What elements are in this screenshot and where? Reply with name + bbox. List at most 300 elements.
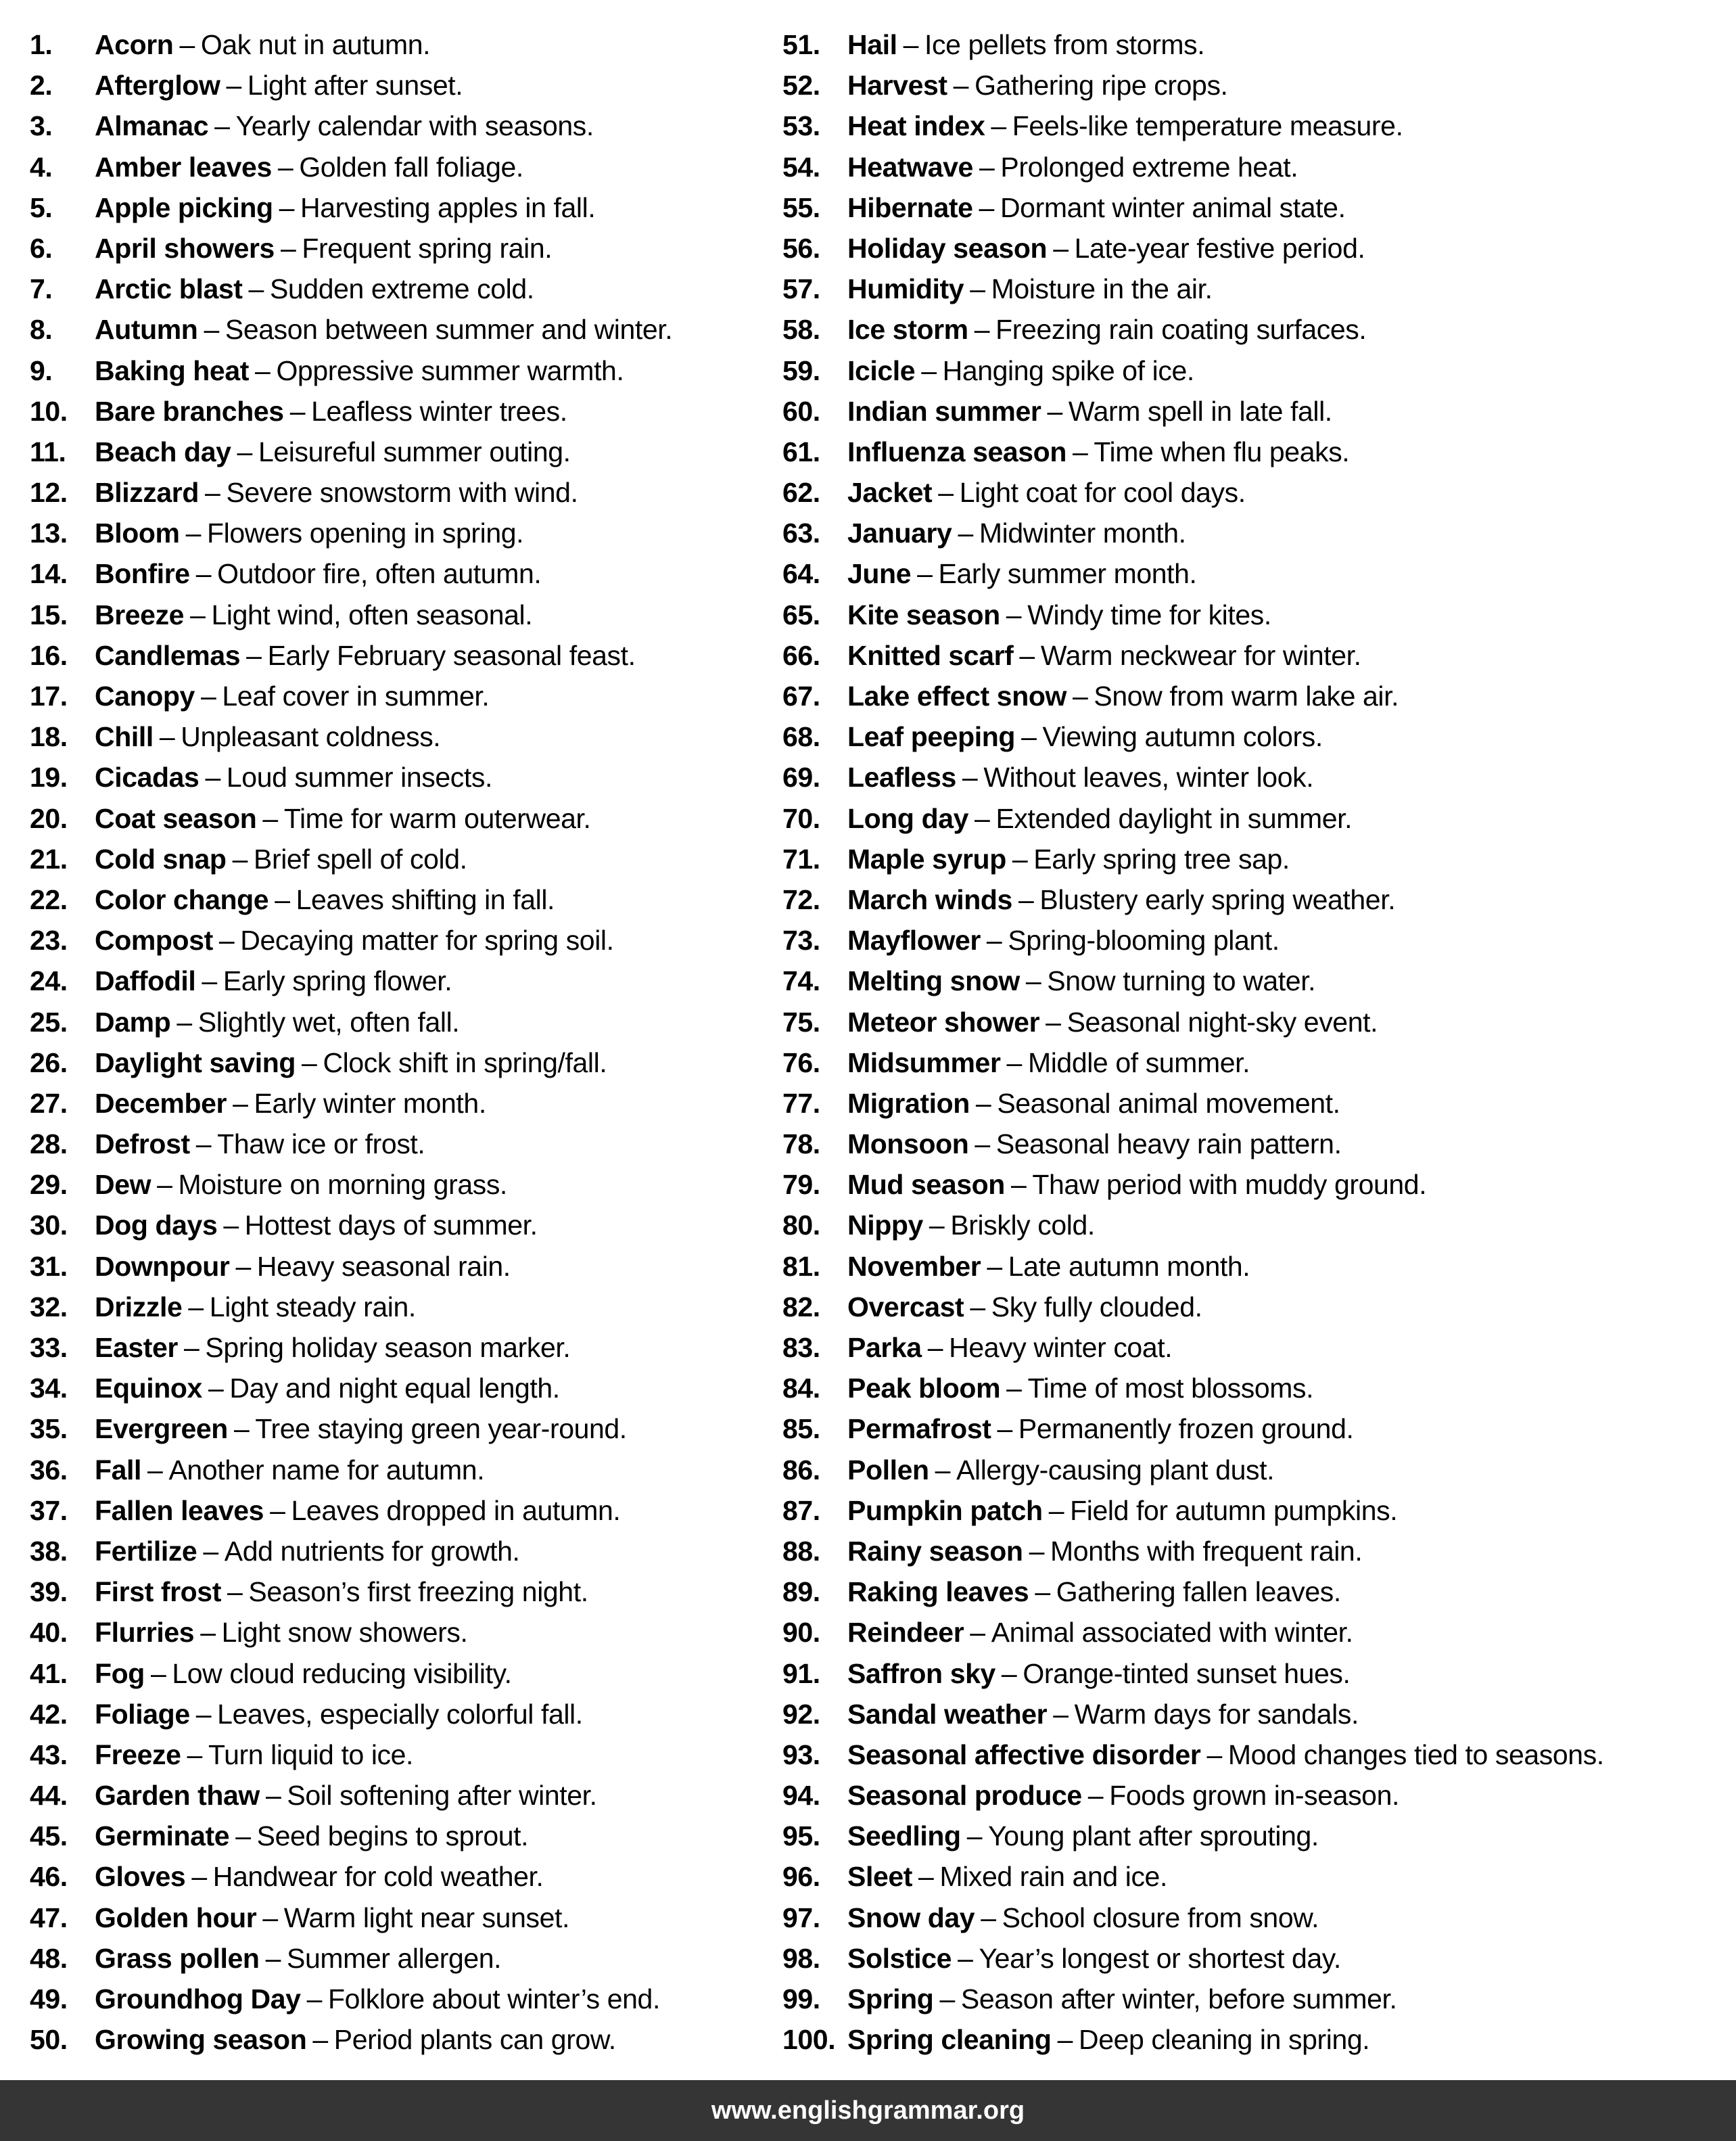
item-separator: – [918, 1861, 934, 1893]
item-number: 78. [782, 1128, 820, 1160]
item-term: Leafless [847, 762, 956, 793]
list-item [30, 757, 760, 798]
item-separator: – [202, 965, 217, 997]
item-definition: Gathering fallen leaves. [1056, 1576, 1341, 1608]
item-definition: Seasonal night-sky event. [1066, 1006, 1378, 1038]
item-number: 22. [30, 883, 68, 915]
item-term: Breeze [95, 599, 185, 630]
item-definition: Blustery early spring weather. [1039, 883, 1396, 915]
item-number: 43. [30, 1739, 68, 1770]
item-term: Cold snap [95, 843, 227, 875]
item-definition: Spring-blooming plant. [1008, 925, 1280, 957]
item-term: January [847, 517, 952, 549]
list-item [30, 1490, 760, 1531]
item-number: 7. [30, 273, 53, 305]
item-separator: – [312, 2024, 328, 2056]
item-number: 58. [782, 314, 820, 346]
item-separator: – [970, 1617, 985, 1649]
list-item [30, 65, 760, 106]
item-number: 15. [30, 599, 68, 630]
item-term: Long day [847, 802, 969, 834]
list-item [30, 1408, 760, 1449]
item-term: Candlemas [95, 639, 241, 671]
item-term: Reindeer [847, 1617, 964, 1649]
item-term: Equinox [95, 1373, 202, 1404]
list-item [782, 1816, 1729, 1856]
item-number: 56. [782, 232, 820, 264]
item-definition: Season after winter, before summer. [960, 1983, 1397, 2015]
item-separator: – [927, 1332, 943, 1363]
item-separator: – [986, 925, 1002, 957]
item-number: 59. [782, 354, 820, 386]
item-number: 86. [782, 1454, 820, 1486]
item-separator: – [939, 1983, 955, 2015]
list-item [30, 879, 760, 920]
item-separator: – [953, 70, 969, 101]
item-definition: Harvesting apples in fall. [300, 191, 596, 223]
item-number: 47. [30, 1902, 68, 1933]
item-term: Migration [847, 1087, 970, 1119]
item-separator: – [1018, 883, 1034, 915]
list-item [30, 1856, 760, 1897]
item-number: 39. [30, 1576, 68, 1608]
item-term: Daffodil [95, 965, 196, 997]
list-item [782, 1287, 1729, 1327]
item-definition: Handwear for cold weather. [212, 1861, 544, 1893]
item-number: 4. [30, 151, 53, 183]
item-separator: – [200, 1617, 216, 1649]
item-definition: Warm days for sandals. [1074, 1698, 1359, 1730]
item-term: Heatwave [847, 151, 973, 183]
item-definition: Heavy seasonal rain. [256, 1250, 511, 1282]
item-term: Indian summer [847, 395, 1041, 427]
item-separator: – [277, 151, 294, 183]
item-separator: – [1019, 639, 1035, 671]
list-item [30, 187, 760, 228]
item-term: Pollen [847, 1454, 929, 1486]
item-term: Golden hour [95, 1902, 257, 1933]
item-separator: – [975, 802, 990, 834]
item-number: 63. [782, 517, 820, 549]
item-definition: Time of most blossoms. [1027, 1373, 1314, 1404]
item-definition: Early February seasonal feast. [267, 639, 636, 671]
item-number: 76. [782, 1046, 820, 1078]
item-definition: Spring holiday season marker. [205, 1332, 571, 1363]
item-number: 5. [30, 191, 53, 223]
list-item [30, 1042, 760, 1083]
item-term: Humidity [847, 273, 964, 305]
item-number: 98. [782, 1942, 820, 1974]
item-definition: Ice pellets from storms. [924, 29, 1205, 60]
item-term: Lake effect snow [847, 681, 1066, 712]
item-separator: – [1087, 1780, 1104, 1812]
item-separator: – [195, 558, 212, 590]
item-definition: Early winter month. [254, 1087, 486, 1119]
list-item [782, 391, 1729, 432]
list-item [782, 1897, 1729, 1938]
item-definition: Seed begins to sprout. [256, 1820, 529, 1852]
item-number: 96. [782, 1861, 820, 1893]
list-item [782, 1164, 1729, 1205]
item-separator: – [191, 1861, 207, 1893]
list-item [782, 961, 1729, 1001]
item-number: 71. [782, 843, 820, 875]
item-separator: – [1047, 395, 1062, 427]
item-number: 31. [30, 1250, 68, 1282]
item-term: Nippy [847, 1210, 923, 1241]
list-item [782, 1124, 1729, 1164]
item-term: Easter [95, 1332, 178, 1363]
item-definition: Time for warm outerwear. [283, 802, 591, 834]
item-separator: – [975, 1087, 991, 1119]
item-definition: Leisureful summer outing. [258, 436, 571, 467]
item-definition: Late-year festive period. [1074, 232, 1365, 264]
item-definition: Season between summer and winter. [225, 314, 673, 346]
item-number: 79. [782, 1169, 820, 1201]
item-number: 81. [782, 1250, 820, 1282]
item-number: 41. [30, 1657, 68, 1689]
item-number: 92. [782, 1698, 820, 1730]
item-definition: Late autumn month. [1008, 1250, 1250, 1282]
item-separator: – [921, 354, 937, 386]
item-separator: – [975, 1128, 990, 1160]
list-item [30, 1246, 760, 1287]
item-number: 25. [30, 1006, 68, 1038]
list-item [30, 1816, 760, 1856]
item-separator: – [185, 517, 201, 549]
item-term: Defrost [95, 1128, 190, 1160]
list-item [782, 1327, 1729, 1368]
item-number: 87. [782, 1494, 820, 1526]
item-term: Solstice [847, 1942, 952, 1974]
item-term: Germinate [95, 1820, 230, 1852]
list-item [30, 961, 760, 1001]
left-column [30, 24, 760, 2060]
list-item [782, 1083, 1729, 1124]
list-item [782, 1368, 1729, 1408]
item-definition: Field for autumn pumpkins. [1070, 1494, 1398, 1526]
item-term: Jacket [847, 477, 933, 509]
list-item [782, 676, 1729, 716]
item-separator: – [1048, 1494, 1064, 1526]
item-definition: Extended daylight in summer. [995, 802, 1353, 834]
item-definition: Permanently frozen ground. [1018, 1413, 1354, 1445]
list-item [30, 350, 760, 391]
list-item [782, 553, 1729, 594]
item-definition: Seasonal heavy rain pattern. [995, 1128, 1342, 1160]
item-definition: Period plants can grow. [333, 2024, 616, 2056]
item-separator: – [188, 1291, 204, 1322]
item-separator: – [974, 314, 990, 346]
item-term: Growing season [95, 2024, 307, 2056]
item-separator: – [970, 1291, 985, 1322]
item-number: 82. [782, 1291, 820, 1322]
list-item [30, 391, 760, 432]
item-term: Afterglow [95, 70, 220, 101]
item-separator: – [179, 29, 195, 60]
item-separator: – [203, 1535, 218, 1567]
list-item [782, 1856, 1729, 1897]
item-number: 54. [782, 151, 820, 183]
item-definition: Outdoor fire, often autumn. [217, 558, 542, 590]
list-item [782, 269, 1729, 309]
item-definition: Loud summer insects. [226, 762, 492, 793]
item-number: 77. [782, 1087, 820, 1119]
list-item [30, 1979, 760, 2019]
item-separator: – [289, 395, 306, 427]
item-term: December [95, 1087, 227, 1119]
item-term: Color change [95, 883, 269, 915]
item-separator: – [1025, 965, 1041, 997]
item-separator: – [200, 681, 216, 712]
item-term: Drizzle [95, 1291, 183, 1322]
list-item [782, 716, 1729, 757]
item-number: 55. [782, 191, 820, 223]
item-term: Daylight saving [95, 1046, 296, 1078]
item-separator: – [302, 1046, 317, 1078]
list-item [30, 1612, 760, 1653]
item-definition: Gathering ripe crops. [975, 70, 1228, 101]
item-term: Fallen leaves [95, 1494, 264, 1526]
item-definition: Viewing autumn colors. [1042, 721, 1323, 753]
item-separator: – [1010, 1169, 1027, 1201]
item-term: Harvest [847, 70, 947, 101]
item-definition: Yearly calendar with seasons. [235, 110, 594, 142]
item-term: Heat index [847, 110, 985, 142]
list-item [30, 1531, 760, 1571]
item-definition: Dormant winter animal state. [1000, 191, 1346, 223]
item-separator: – [183, 1332, 200, 1363]
item-definition: Warm spell in late fall. [1068, 395, 1332, 427]
item-definition: Season’s first freezing night. [248, 1576, 588, 1608]
item-definition: Flowers opening in spring. [206, 517, 524, 549]
list-item [30, 2019, 760, 2060]
item-number: 93. [782, 1739, 820, 1770]
item-separator: – [938, 477, 954, 509]
item-separator: – [1057, 2024, 1073, 2056]
item-number: 2. [30, 70, 53, 101]
item-separator: – [248, 273, 264, 305]
item-term: Pumpkin patch [847, 1494, 1043, 1526]
item-number: 85. [782, 1413, 820, 1445]
item-term: Bare branches [95, 395, 284, 427]
item-separator: – [226, 70, 241, 101]
item-separator: – [147, 1454, 163, 1486]
item-term: Hail [847, 29, 897, 60]
item-separator: – [917, 558, 933, 590]
item-definition: Low cloud reducing visibility. [172, 1657, 512, 1689]
item-number: 66. [782, 639, 820, 671]
item-definition: Mixed rain and ice. [939, 1861, 1167, 1893]
item-term: First frost [95, 1576, 221, 1608]
item-definition: Leaf cover in summer. [222, 681, 490, 712]
item-definition: Midwinter month. [979, 517, 1186, 549]
item-definition: Warm neckwear for winter. [1040, 639, 1361, 671]
item-separator: – [1006, 1046, 1022, 1078]
item-term: Midsummer [847, 1046, 1001, 1078]
item-term: Bonfire [95, 558, 190, 590]
item-number: 99. [782, 1983, 820, 2015]
list-item [782, 65, 1729, 106]
item-term: Kite season [847, 599, 1000, 630]
list-item [782, 839, 1729, 879]
item-definition: Time when flu peaks. [1094, 436, 1350, 467]
item-number: 28. [30, 1128, 68, 1160]
item-number: 16. [30, 639, 68, 671]
list-item [30, 1653, 760, 1694]
list-item [30, 553, 760, 594]
item-definition: Sky fully clouded. [991, 1291, 1202, 1322]
item-definition: Leaves dropped in autumn. [291, 1494, 621, 1526]
item-separator: – [1012, 843, 1028, 875]
item-separator: – [1029, 1535, 1044, 1567]
item-definition: Leaves, especially colorful fall. [217, 1698, 583, 1730]
item-term: Seasonal produce [847, 1780, 1082, 1812]
item-term: Sleet [847, 1861, 912, 1893]
item-definition: Severe snowstorm with wind. [226, 477, 578, 509]
item-definition: Seasonal animal movement. [997, 1087, 1340, 1119]
list-item [782, 106, 1729, 146]
item-number: 48. [30, 1942, 68, 1974]
item-definition: Tree staying green year-round. [255, 1413, 627, 1445]
item-term: Raking leaves [847, 1576, 1029, 1608]
item-definition: Slightly wet, often fall. [197, 1006, 460, 1038]
item-separator: – [235, 1250, 251, 1282]
item-definition: Heavy winter coat. [949, 1332, 1173, 1363]
list-item [782, 1734, 1729, 1775]
item-separator: – [1021, 721, 1037, 753]
item-separator: – [958, 517, 973, 549]
item-separator: – [1035, 1576, 1050, 1608]
item-number: 10. [30, 395, 68, 427]
list-item [30, 309, 760, 350]
item-separator: – [1006, 1373, 1022, 1404]
item-term: Beach day [95, 436, 231, 467]
item-separator: – [1072, 436, 1088, 467]
item-term: Damp [95, 1006, 171, 1038]
item-separator: – [1053, 1698, 1069, 1730]
item-number: 33. [30, 1332, 68, 1363]
item-definition: Animal associated with winter. [991, 1617, 1353, 1649]
item-number: 19. [30, 762, 68, 793]
item-number: 94. [782, 1780, 820, 1812]
item-definition: Add nutrients for growth. [224, 1535, 520, 1567]
item-number: 53. [782, 110, 820, 142]
item-definition: Early spring flower. [222, 965, 452, 997]
item-definition: Decaying matter for spring soil. [240, 925, 614, 957]
item-term: Monsoon [847, 1128, 969, 1160]
footer-url[interactable]: www.englishgrammar.org [711, 2096, 1025, 2125]
item-term: Groundhog Day [95, 1983, 301, 2015]
item-number: 38. [30, 1535, 68, 1567]
item-term: Fertilize [95, 1535, 197, 1567]
list-item [30, 472, 760, 513]
item-number: 60. [782, 395, 820, 427]
list-item [782, 920, 1729, 961]
item-number: 27. [30, 1087, 68, 1119]
list-item [30, 1287, 760, 1327]
item-separator: – [1046, 1006, 1061, 1038]
item-separator: – [1053, 232, 1069, 264]
item-separator: – [262, 1902, 278, 1933]
item-definition: Months with frequent rain. [1050, 1535, 1363, 1567]
item-separator: – [265, 1942, 281, 1974]
list-item [30, 24, 760, 65]
item-definition: Briskly cold. [950, 1210, 1095, 1241]
item-term: Rainy season [847, 1535, 1023, 1567]
item-definition: Leafless winter trees. [311, 395, 567, 427]
item-separator: – [150, 1657, 166, 1689]
item-separator: – [232, 843, 248, 875]
item-number: 97. [782, 1902, 820, 1933]
list-item [782, 350, 1729, 391]
item-number: 62. [782, 477, 820, 509]
item-definition: Light after sunset. [247, 70, 463, 101]
item-number: 67. [782, 681, 820, 712]
item-term: Hibernate [847, 191, 973, 223]
item-separator: – [265, 1780, 281, 1812]
item-definition: Year’s longest or shortest day. [979, 1942, 1341, 1974]
item-term: Icicle [847, 354, 916, 386]
list-item [30, 147, 760, 187]
item-term: Mayflower [847, 925, 981, 957]
item-separator: – [157, 1169, 172, 1201]
item-term: Seasonal affective disorder [847, 1739, 1201, 1770]
list-item [782, 228, 1729, 269]
item-definition: Light steady rain. [209, 1291, 416, 1322]
item-separator: – [227, 1576, 243, 1608]
list-item [30, 1734, 760, 1775]
item-number: 73. [782, 925, 820, 957]
item-term: April showers [95, 232, 275, 264]
item-number: 52. [782, 70, 820, 101]
item-term: November [847, 1250, 981, 1282]
item-number: 100. [782, 2024, 836, 2056]
list-item [30, 1083, 760, 1124]
list-item [782, 1612, 1729, 1653]
item-term: Garden thaw [95, 1780, 260, 1812]
item-term: June [847, 558, 912, 590]
item-number: 80. [782, 1210, 820, 1241]
item-separator: – [979, 151, 995, 183]
item-separator: – [159, 721, 175, 753]
item-term: Coat season [95, 802, 257, 834]
item-number: 65. [782, 599, 820, 630]
item-separator: – [237, 436, 252, 467]
list-item [30, 1124, 760, 1164]
list-item [782, 1408, 1729, 1449]
list-item [782, 1002, 1729, 1042]
item-term: Seedling [847, 1820, 961, 1852]
item-term: Bloom [95, 517, 180, 549]
item-definition: Thaw ice or frost. [217, 1128, 425, 1160]
list-item [30, 1327, 760, 1368]
item-definition: Orange-tinted sunset hues. [1023, 1657, 1351, 1689]
item-definition: Early spring tree sap. [1033, 843, 1290, 875]
item-term: Acorn [95, 29, 174, 60]
item-definition: Thaw period with muddy ground. [1032, 1169, 1427, 1201]
item-separator: – [255, 354, 271, 386]
item-definition: Hanging spike of ice. [942, 354, 1194, 386]
item-term: Mud season [847, 1169, 1005, 1201]
list-item [782, 309, 1729, 350]
item-term: Dew [95, 1169, 151, 1201]
list-item [782, 1205, 1729, 1245]
item-number: 57. [782, 273, 820, 305]
item-number: 20. [30, 802, 68, 834]
list-item [782, 798, 1729, 839]
item-number: 70. [782, 802, 820, 834]
